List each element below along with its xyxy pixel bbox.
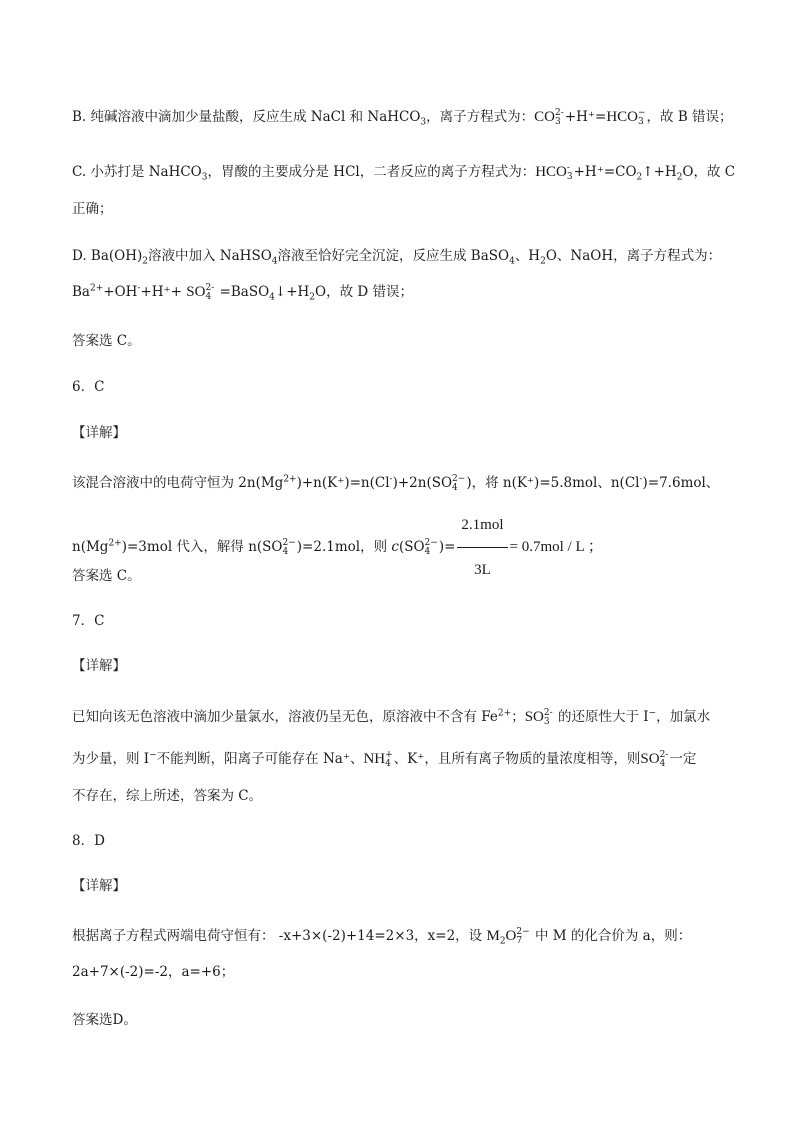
subscript: 3	[566, 171, 573, 182]
superscript: 2−	[452, 473, 466, 484]
superscript: 2-	[659, 749, 669, 760]
formula-co3-scripts	[555, 109, 564, 127]
text: +H⁺=	[564, 109, 607, 125]
concentration-symbol: c	[391, 539, 399, 555]
superscript: −	[648, 708, 657, 719]
text: O、NaOH，离子方程式为：	[545, 248, 722, 264]
text: 根据离子方程式两端电荷守恒有： -x+3×(-2)+14=2×3，x=2，设	[72, 928, 487, 944]
question-7-line-3	[72, 786, 734, 806]
text: 【详解】	[72, 425, 126, 441]
text: 已知向该无色溶液中滴加少量氯水，溶液仍呈无色，原溶液中不含有 Fe	[72, 709, 498, 725]
text: +H⁺+	[140, 284, 187, 300]
formula-m2o7: M	[486, 928, 500, 944]
text: 正确；	[72, 201, 113, 217]
formula-so4: SO	[640, 751, 660, 767]
option-d-line	[72, 246, 734, 266]
text: 一定	[669, 751, 697, 767]
superscript: 2+	[497, 708, 512, 719]
text: 的还原性大于 I	[553, 709, 649, 725]
text: )，将 n(K⁺)=5.8mol、n(Cl	[466, 475, 640, 491]
text: B. 纯碱溶液中滴加少量盐酸，反应生成 NaCl 和 NaHCO	[72, 109, 421, 125]
superscript: 2−	[424, 537, 438, 548]
subscript: 4	[385, 758, 391, 769]
text: 不存在，综上所述，答案为 C。	[72, 788, 263, 804]
subscript: 2	[676, 172, 683, 183]
text: )=3mol 代入，解得 n(SO	[121, 539, 283, 555]
text: )=2.1mol，则	[296, 539, 392, 555]
option-b-line	[72, 107, 734, 127]
subscript: 7	[516, 935, 523, 946]
question-7-heading	[72, 656, 734, 676]
superscript: 2-	[543, 707, 553, 718]
superscript: 2+	[283, 474, 297, 485]
subscript: 2	[540, 256, 546, 267]
text: 【详解】	[72, 658, 126, 674]
superscript: 2−	[282, 537, 296, 548]
formula-so3: SO	[524, 709, 544, 725]
superscript: -	[566, 162, 570, 173]
formula-m2o7-oxygen: O	[505, 928, 517, 944]
superscript: 2-	[555, 107, 564, 118]
question-8-heading	[72, 876, 734, 896]
text: 为少量，则 I	[72, 751, 150, 767]
text: ↑+H	[642, 164, 677, 180]
text: 8．D	[72, 833, 105, 849]
text: +H⁺=CO	[573, 164, 637, 180]
text: ，加氯水	[656, 709, 711, 725]
text: +OH	[103, 284, 138, 300]
text: 、K⁺，且所有离子物质的量浓度相等，则	[393, 751, 641, 767]
question-8-number	[72, 831, 734, 851]
answer-5	[72, 331, 734, 351]
answer-8	[72, 1010, 734, 1030]
text: 【详解】	[72, 878, 126, 894]
text: 、H	[514, 248, 541, 264]
formula-so4-scripts	[452, 475, 465, 493]
subscript: 2	[309, 292, 316, 303]
text: )+n(K⁺)=n(Cl	[296, 475, 390, 491]
text: =BaSO	[215, 284, 270, 300]
text: ；	[511, 709, 525, 725]
formula-hco3-scripts	[638, 109, 646, 127]
text: 答案选 C。	[72, 333, 141, 349]
question-6-line-1	[72, 473, 734, 493]
formula-so4-scripts	[205, 284, 214, 302]
text: ，胃酸的主要成分是 HCl，二者反应的离子方程式为：	[207, 164, 536, 180]
text: 6．C	[72, 379, 105, 395]
text: D. Ba(OH)	[72, 248, 143, 264]
text: )+2n(SO	[392, 475, 453, 491]
formula-hco3-scripts	[567, 164, 573, 182]
formula-so4-scripts	[660, 751, 669, 769]
formula-nh4-scripts	[385, 751, 393, 769]
subscript: 4	[452, 482, 458, 493]
subscript: 4	[282, 546, 289, 557]
text: 2a+7×(-2)=-2，a=+6；	[72, 964, 235, 980]
text: 答案选D。	[72, 1012, 137, 1028]
text: ，故 B 错误；	[646, 109, 733, 125]
formula-so4: SO	[186, 284, 206, 300]
formula-so4-scripts	[425, 539, 438, 557]
text: 7．C	[72, 613, 105, 629]
text: (SO	[398, 539, 425, 555]
superscript: -	[137, 283, 141, 294]
fraction-numerator: 2.1mol	[457, 505, 507, 548]
subscript: 2	[636, 172, 643, 183]
superscript: 2-	[205, 282, 215, 293]
formula-hco3: HCO	[606, 109, 638, 125]
superscript: 2+	[108, 538, 122, 549]
text: O，故 D 错误；	[315, 284, 414, 300]
superscript: -	[389, 474, 393, 485]
text: 该混合溶液中的电荷守恒为 2n(Mg	[72, 475, 284, 491]
subscript: 3	[555, 116, 561, 127]
superscript: −	[149, 750, 157, 761]
question-8-line-2	[72, 962, 734, 982]
superscript: -	[639, 474, 643, 485]
formula-so4-scripts	[283, 539, 296, 557]
subscript: 4	[269, 292, 275, 303]
question-8-line-1	[72, 926, 734, 946]
text: C. 小苏打是 NaHCO	[72, 164, 202, 180]
question-7-line-1	[72, 707, 734, 727]
text: 溶液至恰好完全沉淀，反应生成 BaSO	[277, 248, 510, 264]
formula-so3-scripts	[544, 709, 553, 727]
subscript: 2	[142, 256, 149, 267]
subscript: 4	[659, 758, 666, 769]
superscript: 2−	[516, 926, 530, 937]
text: = 0.7mol / L ；	[509, 539, 603, 555]
superscript: 2+	[89, 283, 104, 294]
formula-co3: CO	[534, 109, 555, 125]
question-6-number	[72, 377, 734, 397]
text: O，故 C	[682, 164, 736, 180]
text: 不能判断，阳离子可能存在 Na⁺、	[156, 751, 364, 767]
subscript: 4	[205, 291, 212, 302]
text: ，离子方程式为：	[426, 109, 535, 125]
formula-nh4: NH	[363, 751, 386, 767]
text: )=	[438, 539, 456, 555]
text: ↓+H	[274, 284, 310, 300]
fraction-denominator: 3L	[474, 562, 491, 578]
option-d-line-2	[72, 282, 734, 302]
subscript: 3	[201, 172, 208, 183]
question-7-number	[72, 611, 734, 631]
text: 溶液中加入 NaHSO	[148, 248, 272, 264]
subscript: 3	[543, 716, 550, 727]
text: Ba	[72, 284, 90, 300]
subscript: 4	[271, 256, 278, 267]
text: 中 M 的化合价为 a，则：	[530, 928, 692, 944]
question-7-line-2	[72, 749, 734, 769]
superscript: +	[385, 749, 393, 760]
subscript: 3	[637, 116, 644, 127]
option-c-line-2	[72, 199, 734, 219]
question-6-heading	[72, 423, 734, 443]
subscript: 4	[424, 546, 431, 557]
subscript: 4	[509, 256, 515, 267]
option-c-line	[72, 162, 734, 182]
subscript: 2	[499, 936, 506, 947]
formula-m2o7-scripts	[516, 928, 529, 946]
answer-6	[72, 566, 734, 586]
subscript: 3	[420, 117, 427, 128]
text: )=7.6mol、	[642, 475, 720, 491]
superscript: −	[637, 107, 646, 118]
formula-hco3: HCO	[535, 164, 567, 180]
text: n(Mg	[72, 539, 109, 555]
text: 答案选 C。	[72, 568, 141, 584]
